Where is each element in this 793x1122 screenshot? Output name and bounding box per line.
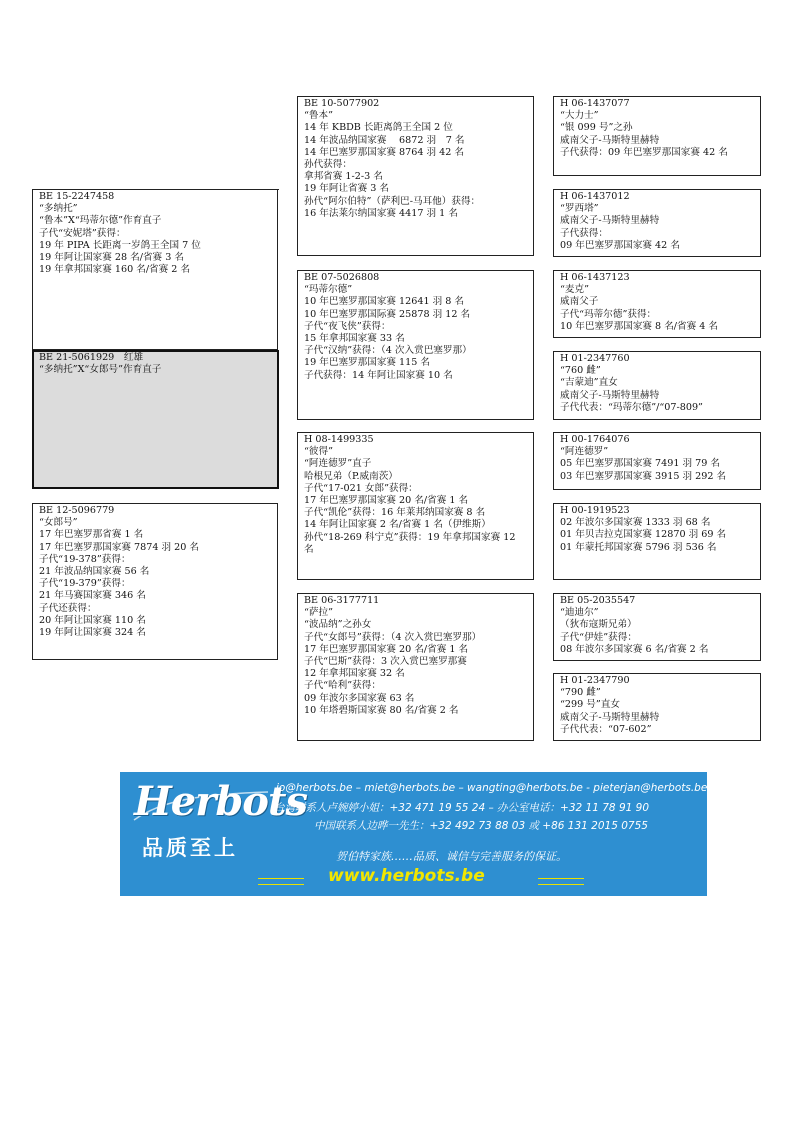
pedigree-line: 10 年塔碧斯国家赛 80 名/省赛 2 名 xyxy=(304,704,459,716)
pedigree-line: （狄布寇斯兄弟） xyxy=(560,619,637,631)
dam-sire-lines xyxy=(304,446,528,556)
pedigree-line: 01 年蒙托邦国家赛 5796 羽 536 名 xyxy=(560,541,717,553)
pedigree-line: “鲁本”X“玛蒂尔德”作育直子 xyxy=(39,215,162,227)
pedigree-line: 14 年 KBDB 长距离鸽王全国 2 位 xyxy=(304,122,453,134)
pedigree-line: 20 年阿让国家赛 110 名 xyxy=(39,614,146,626)
pedigree-line: 19 年巴塞罗那国家赛 115 名 xyxy=(304,357,431,369)
pedigree-line: 子代代表：“玛蒂尔德”/“07-809” xyxy=(560,401,703,413)
pedigree-line: “299 号”直女 xyxy=(560,699,620,711)
pedigree-line: 02 年波尔多国家赛 1333 羽 68 名 xyxy=(560,517,711,529)
dam-dam-lines xyxy=(304,607,528,717)
dam-sire-box xyxy=(297,432,534,580)
decor-lines-left xyxy=(258,878,304,885)
contact-emails: jo@herbots.be – miet@herbots.be – wangting@herbots.be - pieterjan@herbots.be xyxy=(276,782,707,794)
pedigree-line: 16 年法莱尔纳国家赛 4417 羽 1 名 xyxy=(304,207,458,219)
pedigree-line: 19 年 PIPA 长距离一岁鸽王全国 7 位 xyxy=(39,239,201,251)
pedigree-line: 14 年巴塞罗那国家赛 8764 羽 42 名 xyxy=(304,146,465,158)
pedigree-line: 10 年巴塞罗那国家赛 8 名/省赛 4 名 xyxy=(560,320,719,332)
pedigree-line: 10 年巴塞罗那国家赛 12641 羽 8 名 xyxy=(304,296,465,308)
pedigree-line: 子代代表：“07-602” xyxy=(560,723,652,735)
dsd-box xyxy=(553,503,761,580)
herbots-banner xyxy=(120,772,707,896)
sdd-box xyxy=(553,351,761,420)
pedigree-line: “吉蒙迪”直女 xyxy=(560,377,618,389)
pedigree-line: 子代“汉纳”获得：（4 次入赏巴塞罗那） xyxy=(304,345,472,357)
sire-dam-lines xyxy=(304,284,528,382)
pedigree-line: “银 099 号”之孙 xyxy=(560,122,633,134)
pedigree-line: 17 年巴塞罗那国家赛 7874 羽 20 名 xyxy=(39,541,200,553)
pedigree-line: 08 年波尔多国家赛 6 名/省赛 2 名 xyxy=(560,643,709,655)
sire-sire-lines xyxy=(304,110,528,220)
sds-ring: H 06-1437123 xyxy=(560,272,630,283)
dds-box xyxy=(553,593,761,661)
pedigree-line: “萨拉” xyxy=(304,607,333,619)
tagline: 品质至上 xyxy=(142,836,238,860)
pedigree-line: 21 年马赛国家赛 346 名 xyxy=(39,590,146,602)
pedigree-line: 威南父子 xyxy=(560,296,599,308)
pedigree-line: 19 年拿邦国家赛 160 名/省赛 2 名 xyxy=(39,264,191,276)
pedigree-line: “彼得” xyxy=(304,446,333,458)
pedigree-line: “多纳托”X“女郎号”作育直子 xyxy=(39,364,162,376)
pedigree-line: “波品纳”之孙女 xyxy=(304,619,372,631)
pedigree-line: 子代“安妮塔”获得： xyxy=(39,227,126,239)
subject-lines xyxy=(39,364,272,376)
pedigree-line: 14 年阿让国家赛 2 名/省赛 1 名（伊维斯） xyxy=(304,519,491,531)
pedigree-line: 子代“夜飞侠”获得： xyxy=(304,320,391,332)
ddd-ring: H 01-2347790 xyxy=(560,675,630,686)
sss-ring: H 06-1437077 xyxy=(560,98,630,109)
pedigree-line: 10 年巴塞罗那国际赛 25878 羽 12 名 xyxy=(304,308,471,320)
pedigree-line: 12 年拿邦国家赛 32 名 xyxy=(304,668,405,680)
pedigree-line: 17 年巴塞罗那国家赛 20 名/省赛 1 名 xyxy=(304,495,469,507)
pedigree-line: 01 年贝吉拉克国家赛 12870 羽 69 名 xyxy=(560,529,727,541)
dam-ring: BE 12-5096779 xyxy=(39,505,115,516)
dsd-lines xyxy=(560,517,755,554)
sdd-ring: H 01-2347760 xyxy=(560,353,630,364)
pedigree-line: 子代“凯伦”获得：16 年莱邦纳国家赛 8 名 xyxy=(304,507,486,519)
sire-lines xyxy=(39,203,272,276)
pedigree-line: 子代“女郎号”获得：（4 次入赏巴塞罗那） xyxy=(304,631,482,643)
pedigree-line: 子代还获得： xyxy=(39,602,97,614)
pedigree-line: “女郎号” xyxy=(39,517,78,529)
pedigree-line: 14 年波品纳国家赛 6872 羽 7 名 xyxy=(304,134,465,146)
sire-ring: BE 15-2247458 xyxy=(39,191,115,202)
dam-lines xyxy=(39,517,272,639)
ssd-ring: H 06-1437012 xyxy=(560,191,630,202)
pedigree-line: 17 年巴塞罗那省赛 1 名 xyxy=(39,529,144,541)
dss-ring: H 00-1764076 xyxy=(560,434,630,445)
pedigree-line: 拿邦省赛 1-2-3 名 xyxy=(304,171,383,183)
pedigree-line: “迪迪尔” xyxy=(560,607,599,619)
contact-phone-china: 中国联系人边晔一先生：+32 492 73 88 03 或 +86 131 2015 0755 xyxy=(314,820,648,832)
sdd-lines xyxy=(560,365,755,414)
website-link[interactable]: www.herbots.be xyxy=(328,866,485,886)
subject-ring: BE 21-5061929 红雄 xyxy=(39,352,144,363)
pedigree-line: “多纳托” xyxy=(39,203,78,215)
sire-sire-box xyxy=(297,96,534,256)
subject-box xyxy=(32,350,279,489)
pedigree-line: 19 年阿让省赛 3 名 xyxy=(304,183,390,195)
ddd-box xyxy=(553,673,761,741)
pedigree-line: “760 雌” xyxy=(560,365,601,377)
pedigree-line: 21 年波品纳国家赛 56 名 xyxy=(39,566,150,578)
pedigree-line: 孙代获得： xyxy=(304,159,352,171)
pedigree-line: 孙代“18-269 科宁克”获得：19 年拿邦国家赛 12 名 xyxy=(304,531,516,555)
pedigree-line: 威南父子-马斯特里赫特 xyxy=(560,134,660,146)
pedigree-line: 03 年巴塞罗那国家赛 3915 羽 292 名 xyxy=(560,470,727,482)
pedigree-line: “790 雌” xyxy=(560,687,601,699)
pedigree-line: “麦克” xyxy=(560,284,589,296)
pedigree-line: “大力士” xyxy=(560,110,599,122)
sds-box xyxy=(553,270,761,338)
ssd-box xyxy=(553,189,761,257)
sire-dam-box xyxy=(297,270,534,420)
sss-box xyxy=(553,96,761,176)
pedigree-line: 09 年波尔多国家赛 63 名 xyxy=(304,692,415,704)
pedigree-line: 子代“19-379”获得： xyxy=(39,578,131,590)
dds-lines xyxy=(560,607,755,656)
pedigree-line: 05 年巴塞罗那国家赛 7491 羽 79 名 xyxy=(560,458,721,470)
slogan: 贺伯特家族……品质、诚信与完善服务的保证。 xyxy=(336,850,567,863)
pedigree-line: “阿连德罗”直子 xyxy=(304,458,372,470)
pedigree-line: 子代“17-021 女郎”获得： xyxy=(304,482,418,494)
pedigree-line: 子代获得：14 年阿让国家赛 10 名 xyxy=(304,369,453,381)
pedigree-line: 威南父子-马斯特里赫特 xyxy=(560,215,660,227)
brand-logo: Herbots xyxy=(134,778,307,825)
pedigree-line: 17 年巴塞罗那国家赛 20 名/省赛 1 名 xyxy=(304,643,469,655)
dds-ring: BE 05-2035547 xyxy=(560,595,636,606)
pedigree-line: 威南父子-马斯特里赫特 xyxy=(560,389,660,401)
ssd-lines xyxy=(560,203,755,252)
dam-sire-ring: H 08-1499335 xyxy=(304,434,374,445)
pedigree-line: 09 年巴塞罗那国家赛 42 名 xyxy=(560,239,680,251)
sire-box xyxy=(32,189,278,350)
dam-dam-ring: BE 06-3177711 xyxy=(304,595,380,606)
sire-sire-ring: BE 10-5077902 xyxy=(304,98,380,109)
sss-lines xyxy=(560,110,755,159)
pedigree-line: 子代“伊娃”获得： xyxy=(560,631,637,643)
pedigree-line: “罗西塔” xyxy=(560,203,599,215)
pedigree-line: “阿连德罗” xyxy=(560,446,609,458)
pedigree-line: 19 年阿让国家赛 324 名 xyxy=(39,627,146,639)
pedigree-line: “鲁本” xyxy=(304,110,333,122)
decor-lines-right xyxy=(538,878,584,885)
pedigree-line: 19 年阿让国家赛 28 名/省赛 3 名 xyxy=(39,252,184,264)
contact-phone-taiwan: 台湾联系人卢婉婷小姐：+32 471 19 55 24 – 办公室电话：+32 11 78 91 90 xyxy=(274,802,650,814)
pedigree-line: 孙代“阿尔伯特”（萨利巴-马耳他）获得： xyxy=(304,195,481,207)
dss-box xyxy=(553,432,761,490)
pedigree-line: 哈根兄弟（P.威南茨） xyxy=(304,470,398,482)
connector xyxy=(278,189,279,190)
dss-lines xyxy=(560,446,755,483)
pedigree-line: 子代获得：09 年巴塞罗那国家赛 42 名 xyxy=(560,146,728,158)
pedigree-line: “玛蒂尔德” xyxy=(304,284,353,296)
sds-lines xyxy=(560,284,755,333)
dam-dam-box xyxy=(297,593,534,741)
ddd-lines xyxy=(560,687,755,736)
pedigree-line: 子代“玛蒂尔德”获得： xyxy=(560,308,657,320)
pedigree-line: 子代“巴斯”获得：3 次入赏巴塞罗那赛 xyxy=(304,656,467,668)
pedigree-line: 子代“19-378”获得： xyxy=(39,553,131,565)
dsd-ring: H 00-1919523 xyxy=(560,505,630,516)
dam-box xyxy=(32,503,278,660)
sire-dam-ring: BE 07-5026808 xyxy=(304,272,380,283)
pedigree-line: 15 年拿邦国家赛 33 名 xyxy=(304,333,405,345)
pedigree-line: 威南父子-马斯特里赫特 xyxy=(560,711,660,723)
pedigree-line: 子代“哈利”获得： xyxy=(304,680,381,692)
pedigree-line: 子代获得： xyxy=(560,227,608,239)
